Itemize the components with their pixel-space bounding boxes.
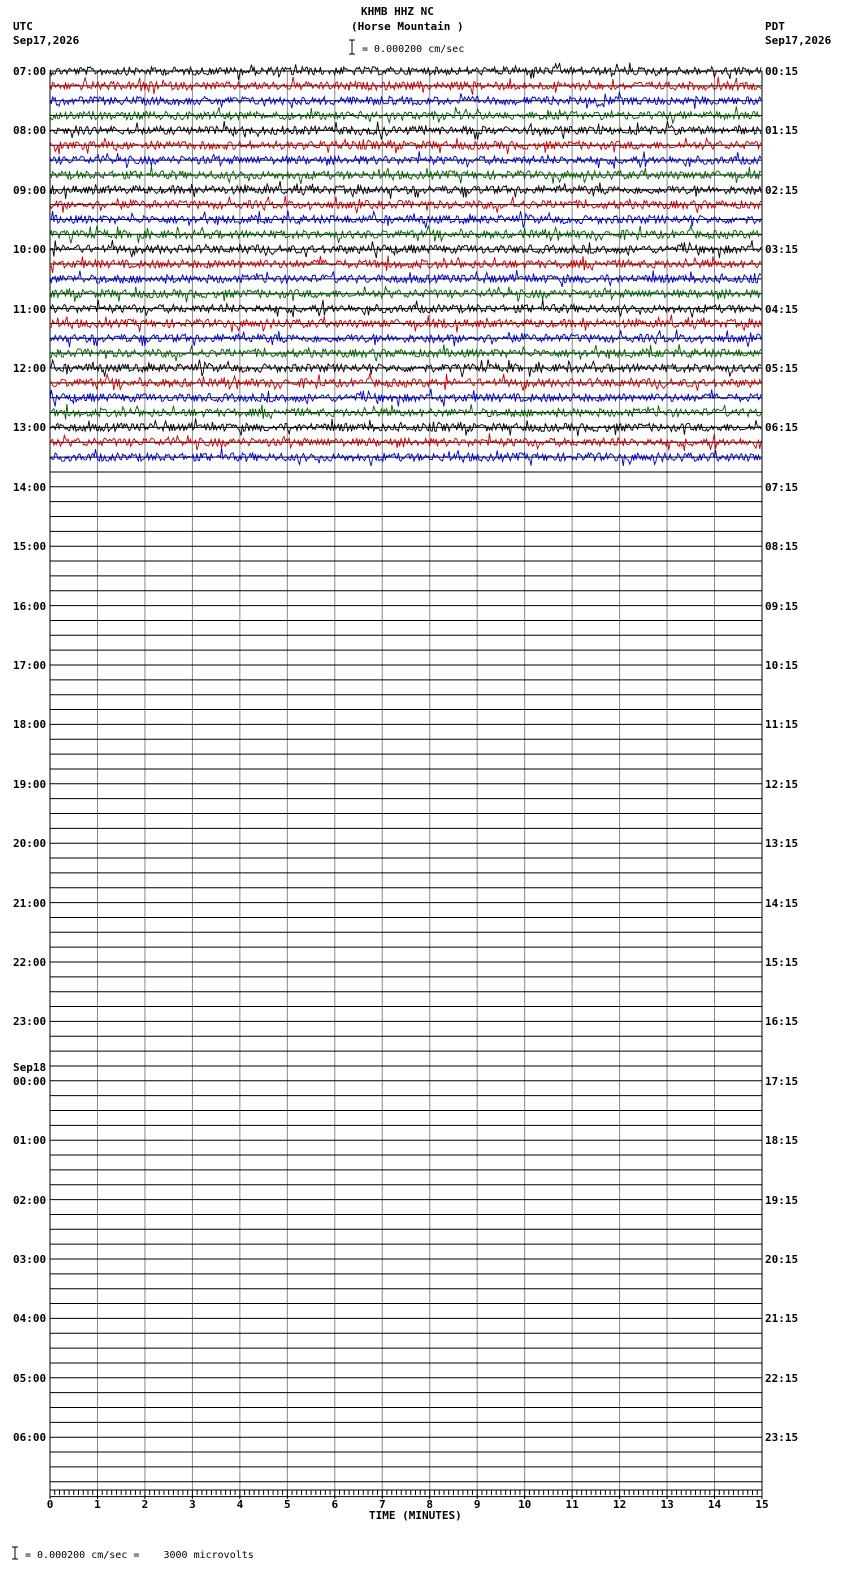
pdt-hour-label: 04:15 bbox=[765, 302, 799, 316]
tick-label: 6 bbox=[331, 1498, 339, 1511]
time-axis bbox=[50, 1490, 762, 1499]
tick-label: 14 bbox=[707, 1498, 722, 1511]
left-timezone: UTC bbox=[13, 20, 33, 33]
tick-label: 3 bbox=[189, 1498, 196, 1511]
tick-label: 12 bbox=[613, 1498, 627, 1511]
pdt-hour-label: 13:15 bbox=[765, 837, 799, 851]
pdt-hour-label: 20:15 bbox=[765, 1253, 799, 1266]
tick-label: 1 bbox=[94, 1498, 101, 1511]
seismic-trace bbox=[50, 138, 761, 154]
utc-hour-label: 15:00 bbox=[13, 540, 47, 554]
utc-hour-label: 21:00 bbox=[13, 896, 47, 910]
plot-grid bbox=[50, 71, 762, 1497]
pdt-hour-label: 08:15 bbox=[765, 540, 799, 554]
pdt-hour-label: 22:15 bbox=[765, 1371, 799, 1385]
day-change-label: Sep18 bbox=[13, 1060, 47, 1074]
tick-label: 4 bbox=[236, 1498, 244, 1511]
tick-label: 7 bbox=[378, 1498, 386, 1511]
pdt-hour-label: 12:15 bbox=[765, 777, 799, 791]
utc-hour-label: 04:00 bbox=[13, 1312, 47, 1326]
pdt-hour-label: 09:15 bbox=[765, 599, 799, 613]
utc-hour-label: 13:00 bbox=[13, 421, 47, 435]
pdt-hour-label: 10:15 bbox=[765, 659, 799, 672]
pdt-hour-label: 03:15 bbox=[765, 243, 799, 257]
left-date: Sep17,2026 bbox=[13, 34, 80, 47]
station-title: KHMB HHZ NC bbox=[361, 5, 434, 18]
utc-hour-label: 05:00 bbox=[13, 1371, 47, 1385]
utc-hour-label: 07:00 bbox=[13, 65, 47, 78]
pdt-hour-label: 23:15 bbox=[765, 1431, 799, 1445]
pdt-hour-label: 06:15 bbox=[765, 421, 799, 435]
right-date: Sep17,2026 bbox=[765, 34, 832, 47]
pdt-hour-label: 00:15 bbox=[765, 65, 799, 78]
pdt-hour-label: 18:15 bbox=[765, 1134, 799, 1148]
pdt-hour-label: 02:15 bbox=[765, 183, 799, 197]
utc-hour-label: 22:00 bbox=[13, 956, 47, 969]
pdt-hour-label: 05:15 bbox=[765, 362, 799, 375]
pdt-hour-label: 07:15 bbox=[765, 480, 799, 494]
tick-label: 8 bbox=[426, 1498, 434, 1511]
utc-hour-label: 09:00 bbox=[13, 183, 47, 197]
utc-hour-label: 02:00 bbox=[13, 1193, 47, 1207]
utc-hour-label: 08:00 bbox=[13, 124, 47, 138]
pdt-hour-label: 17:15 bbox=[765, 1074, 799, 1088]
utc-hour-label: 23:00 bbox=[13, 1015, 47, 1029]
utc-hour-label: 19:00 bbox=[13, 777, 47, 791]
pdt-hour-label: 01:15 bbox=[765, 124, 799, 138]
station-location: (Horse Mountain ) bbox=[351, 20, 464, 33]
seismic-trace bbox=[50, 106, 761, 123]
footer-scale-note: = 0.000200 cm/sec = 3000 microvolts bbox=[25, 1550, 254, 1561]
utc-hour-label: 10:00 bbox=[13, 243, 47, 257]
tick-label: 0 bbox=[46, 1498, 54, 1511]
pdt-hour-label: 21:15 bbox=[765, 1312, 799, 1326]
x-axis-label: TIME (MINUTES) bbox=[369, 1509, 462, 1522]
tick-label: 13 bbox=[660, 1498, 674, 1511]
pdt-hour-label: 11:15 bbox=[765, 718, 799, 732]
right-timezone: PDT bbox=[765, 20, 785, 33]
utc-hour-label: 16:00 bbox=[13, 599, 47, 613]
utc-hour-label: 06:00 bbox=[13, 1431, 47, 1445]
utc-hour-label: 11:00 bbox=[13, 302, 47, 316]
scale-label: = 0.000200 cm/sec bbox=[362, 44, 465, 55]
seismic-trace bbox=[50, 404, 761, 419]
utc-hour-label: 03:00 bbox=[13, 1253, 47, 1266]
pdt-hour-label: 19:15 bbox=[765, 1193, 799, 1207]
seismic-trace bbox=[50, 287, 761, 303]
utc-hour-label: 14:00 bbox=[13, 480, 47, 494]
tick-label: 10 bbox=[518, 1498, 532, 1511]
pdt-hour-label: 16:15 bbox=[765, 1015, 799, 1029]
seismic-trace bbox=[50, 270, 761, 287]
seismic-trace bbox=[50, 166, 761, 184]
utc-hour-label: 12:00 bbox=[13, 362, 47, 375]
pdt-hour-label: 15:15 bbox=[765, 956, 799, 969]
utc-hour-label: 18:00 bbox=[13, 718, 47, 732]
utc-hour-label: 01:00 bbox=[13, 1134, 47, 1148]
utc-hour-label: 17:00 bbox=[13, 659, 47, 672]
seismic-trace bbox=[50, 374, 761, 391]
scale-bar-icon bbox=[349, 40, 355, 54]
tick-label: 15 bbox=[755, 1498, 769, 1511]
pdt-hour-label: 14:15 bbox=[765, 896, 799, 910]
tick-label: 9 bbox=[473, 1498, 481, 1511]
tick-label: 5 bbox=[284, 1498, 291, 1511]
utc-hour-label: 20:00 bbox=[13, 837, 47, 851]
utc-hour-label: 00:00 bbox=[13, 1074, 47, 1088]
scale-bar-icon bbox=[12, 1547, 18, 1559]
tick-label: 2 bbox=[141, 1498, 149, 1511]
tick-label: 11 bbox=[565, 1498, 579, 1511]
